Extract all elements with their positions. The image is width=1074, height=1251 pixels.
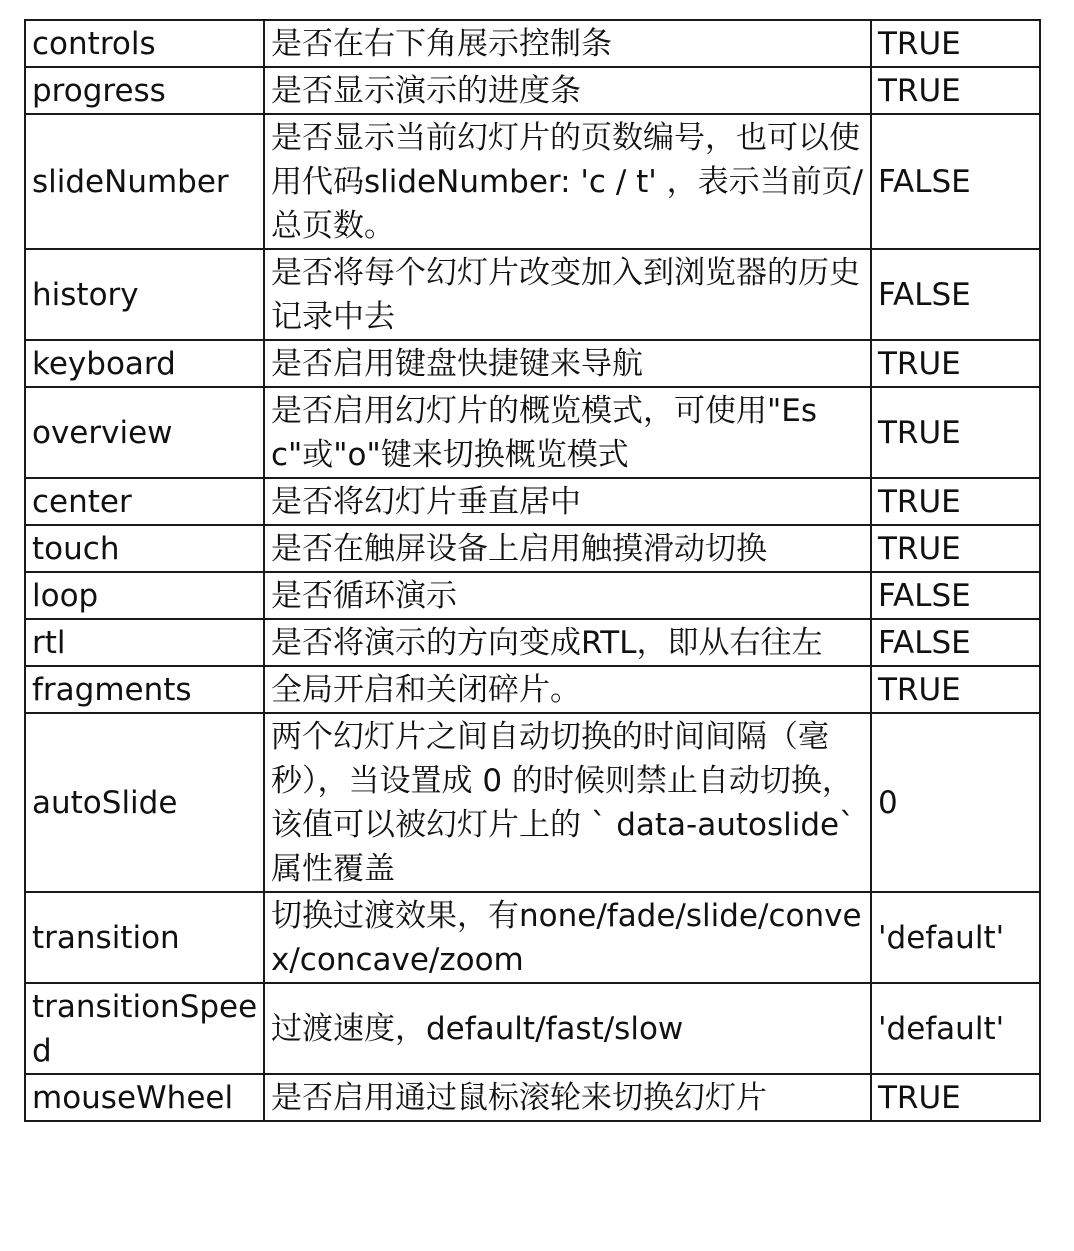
- table-row: [25, 114, 1040, 249]
- option-name: overview: [25, 387, 264, 478]
- table-row: [25, 478, 1040, 525]
- option-name: slideNumber: [25, 114, 264, 249]
- option-default: TRUE: [871, 666, 1040, 713]
- option-name: loop: [25, 572, 264, 619]
- option-name: center: [25, 478, 264, 525]
- option-default: TRUE: [871, 387, 1040, 478]
- option-default: TRUE: [871, 67, 1040, 114]
- option-description: 是否将演示的方向变成RTL，即从右往左: [264, 619, 871, 666]
- option-default: 'default': [871, 983, 1040, 1074]
- option-description: 全局开启和关闭碎片。: [264, 666, 871, 713]
- option-description: 是否循环演示: [264, 572, 871, 619]
- option-description: 过渡速度，default/fast/slow: [264, 983, 871, 1074]
- table-row: [25, 20, 1040, 67]
- option-name: history: [25, 249, 264, 340]
- option-name: transition: [25, 892, 264, 983]
- option-name: mouseWheel: [25, 1074, 264, 1121]
- option-description: 是否显示演示的进度条: [264, 67, 871, 114]
- option-name: touch: [25, 525, 264, 572]
- table-row: [25, 340, 1040, 387]
- table-row: [25, 572, 1040, 619]
- option-description: 两个幻灯片之间自动切换的时间间隔（毫秒），当设置成 0 的时候则禁止自动切换，该值可以被幻灯片上的 ` data-autoslide` 属性覆盖: [264, 713, 871, 892]
- option-default: TRUE: [871, 20, 1040, 67]
- option-name: transitionSpeed: [25, 983, 264, 1074]
- option-default: TRUE: [871, 1074, 1040, 1121]
- option-default: FALSE: [871, 114, 1040, 249]
- option-description: 是否启用幻灯片的概览模式，可使用"Esc"或"o"键来切换概览模式: [264, 387, 871, 478]
- option-default: FALSE: [871, 249, 1040, 340]
- table-row: [25, 67, 1040, 114]
- table-row: [25, 1074, 1040, 1121]
- option-description: 是否启用通过鼠标滚轮来切换幻灯片: [264, 1074, 871, 1121]
- option-name: fragments: [25, 666, 264, 713]
- option-description: 是否将每个幻灯片改变加入到浏览器的历史记录中去: [264, 249, 871, 340]
- table-row: [25, 666, 1040, 713]
- option-description: 切换过渡效果，有none/fade/slide/convex/concave/zoom: [264, 892, 871, 983]
- option-default: TRUE: [871, 478, 1040, 525]
- option-default: FALSE: [871, 572, 1040, 619]
- option-name: keyboard: [25, 340, 264, 387]
- option-default: 0: [871, 713, 1040, 892]
- option-default: 'default': [871, 892, 1040, 983]
- option-description: 是否启用键盘快捷键来导航: [264, 340, 871, 387]
- option-description: 是否显示当前幻灯片的页数编号，也可以使用代码slideNumber: 'c / t' ，表示当前页/总页数。: [264, 114, 871, 249]
- table-row: [25, 983, 1040, 1074]
- option-name: autoSlide: [25, 713, 264, 892]
- option-default: FALSE: [871, 619, 1040, 666]
- option-description: 是否在触屏设备上启用触摸滑动切换: [264, 525, 871, 572]
- option-default: TRUE: [871, 340, 1040, 387]
- option-name: controls: [25, 20, 264, 67]
- table-row: [25, 892, 1040, 983]
- option-description: 是否在右下角展示控制条: [264, 20, 871, 67]
- table-row: [25, 249, 1040, 340]
- table-row: [25, 387, 1040, 478]
- table-row: [25, 619, 1040, 666]
- table-row: [25, 713, 1040, 892]
- option-description: 是否将幻灯片垂直居中: [264, 478, 871, 525]
- option-name: progress: [25, 67, 264, 114]
- option-name: rtl: [25, 619, 264, 666]
- table-row: [25, 525, 1040, 572]
- config-options-table: [24, 19, 1041, 1122]
- option-default: TRUE: [871, 525, 1040, 572]
